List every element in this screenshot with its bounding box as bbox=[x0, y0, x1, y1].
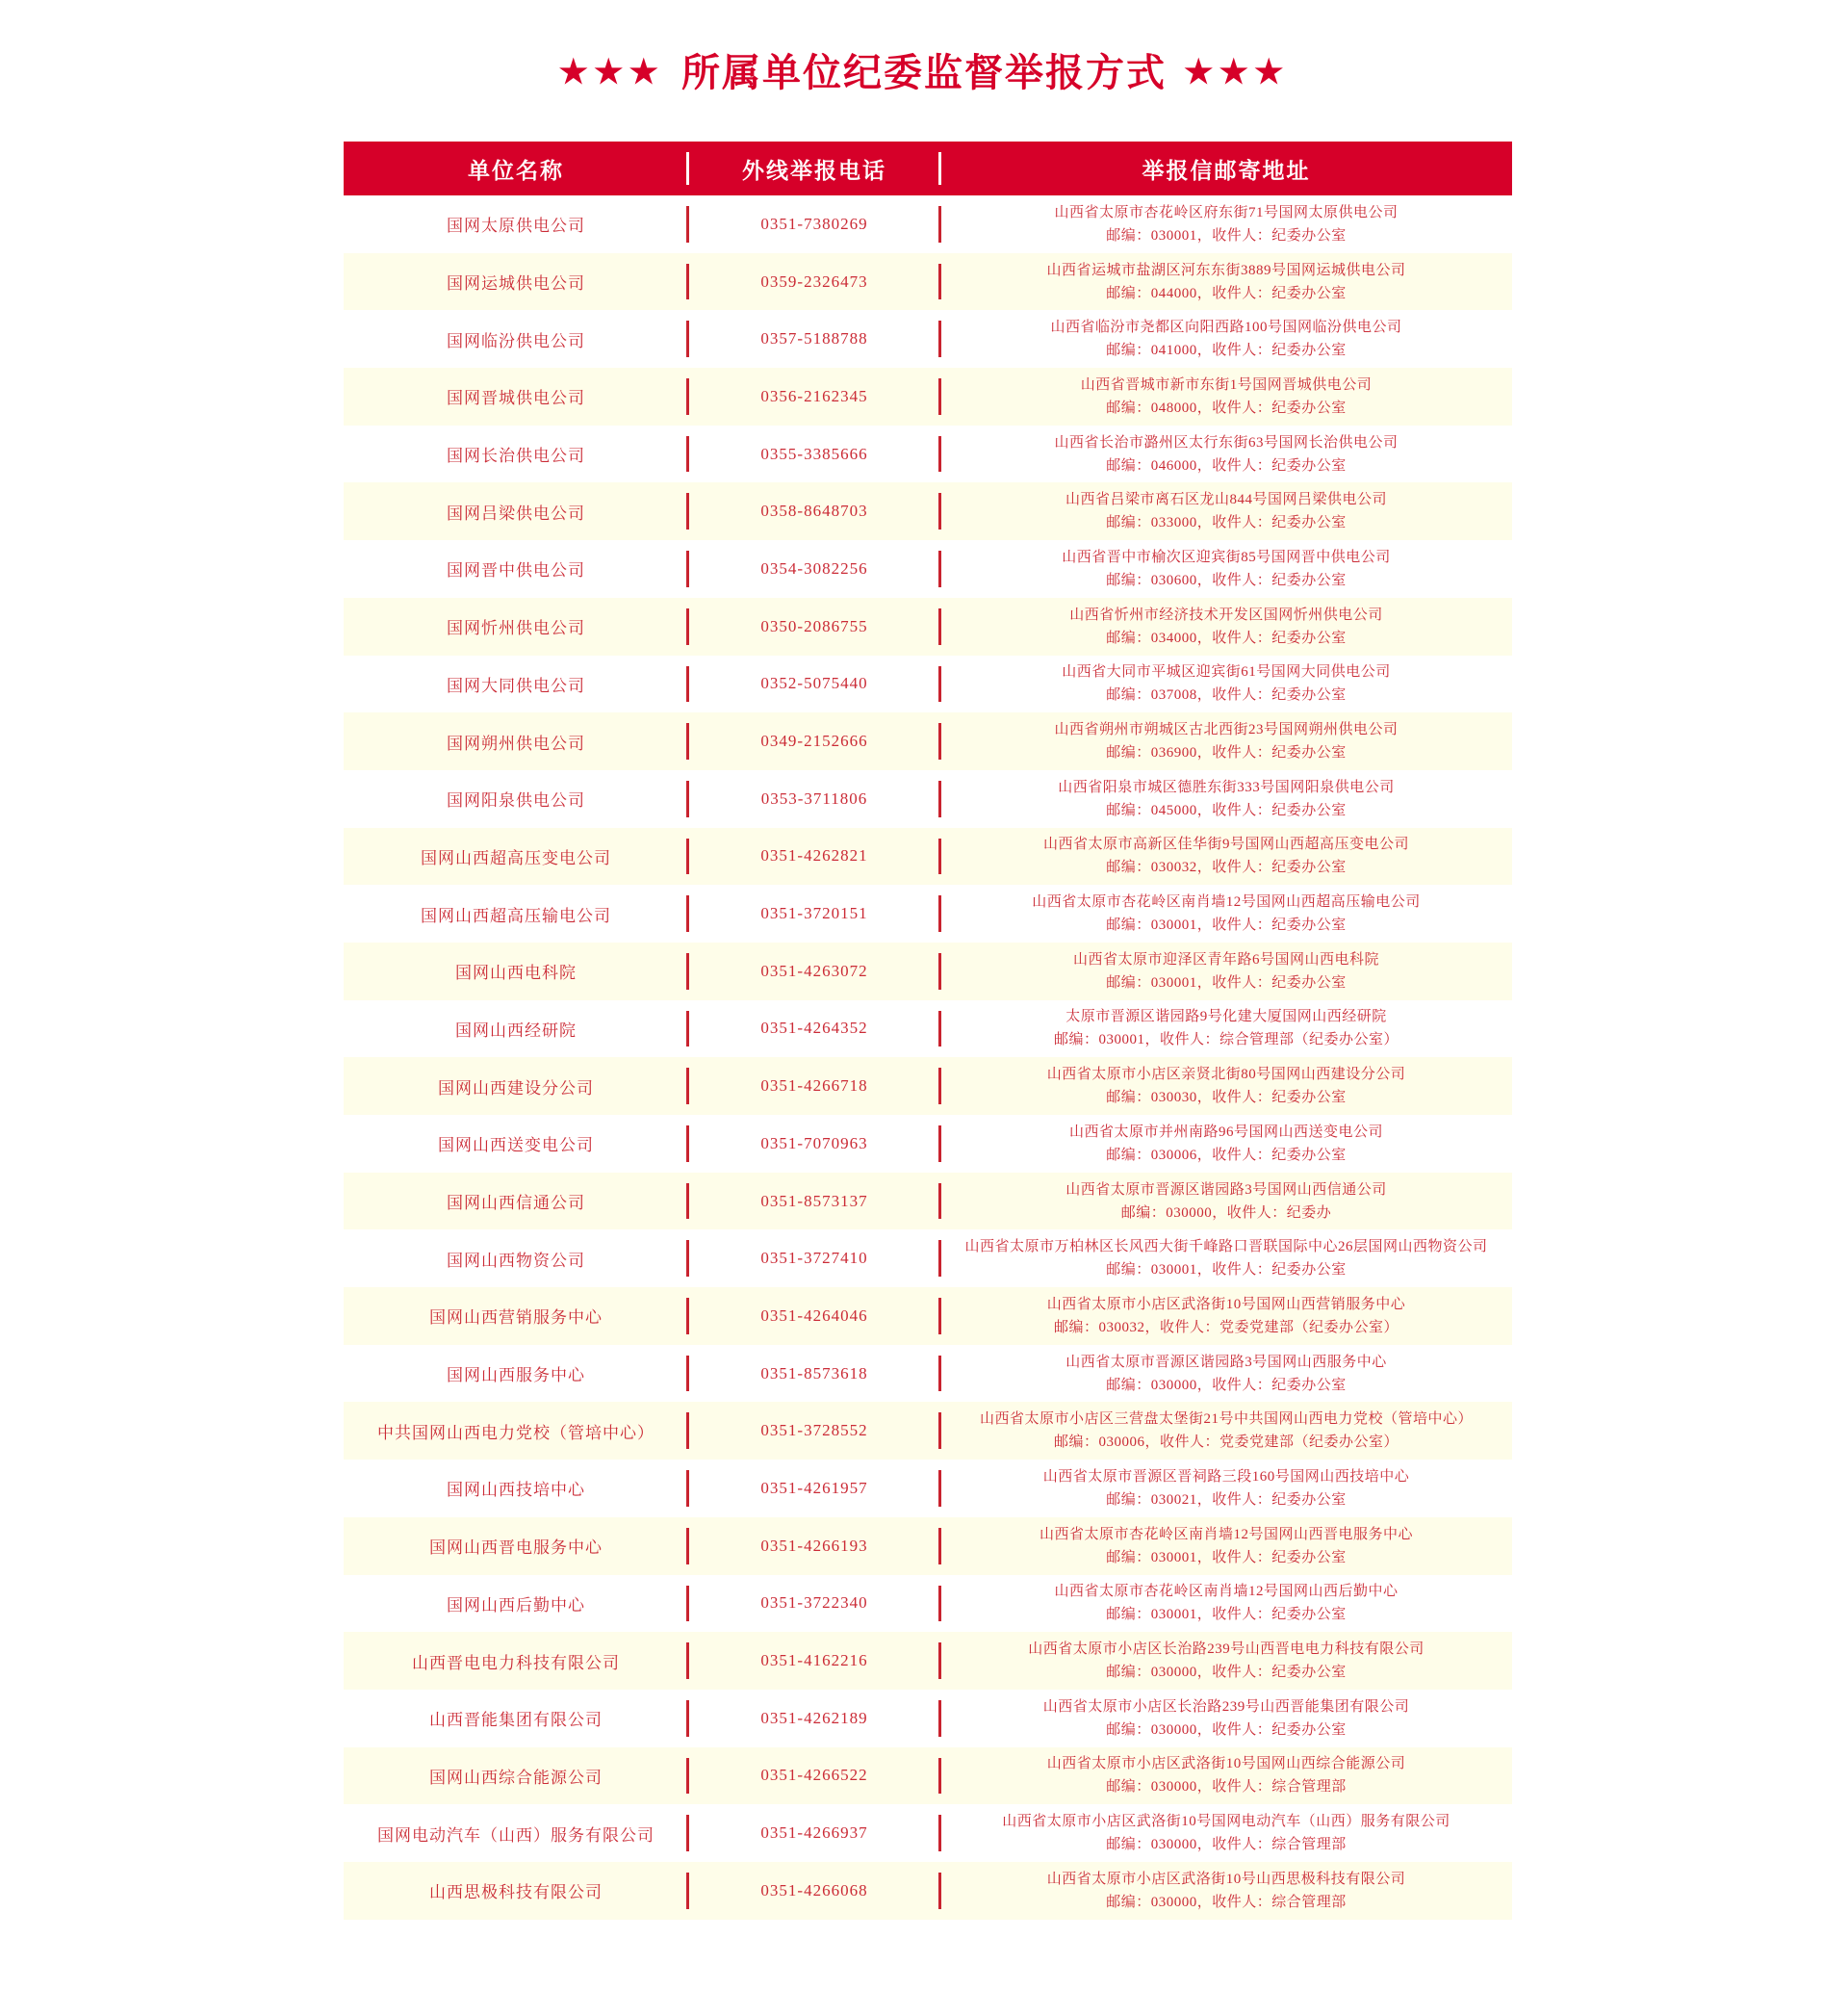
address-line2: 邮编：048000，收件人：纪委办公室 bbox=[1106, 400, 1347, 416]
unit-name-cell bbox=[344, 1287, 688, 1345]
address-line2: 邮编：030001，收件人：纪委办公室 bbox=[1106, 1262, 1347, 1279]
table-row bbox=[344, 1575, 1512, 1633]
address-line1: 山西省太原市小店区武洛街10号国网电动汽车（山西）服务有限公司 bbox=[1002, 1814, 1450, 1830]
address-line1: 山西省晋中市榆次区迎宾街85号国网晋中供电公司 bbox=[1062, 549, 1391, 565]
address-line2: 邮编：030006，收件人：纪委办公室 bbox=[1106, 1147, 1347, 1163]
table-row bbox=[344, 885, 1512, 943]
unit-name-cell bbox=[344, 1690, 688, 1747]
table-row bbox=[344, 656, 1512, 713]
address-line2: 邮编：037008，收件人：纪委办公室 bbox=[1106, 687, 1347, 704]
unit-name: 国网山西技培中心 bbox=[447, 1481, 585, 1500]
unit-name: 国网晋城供电公司 bbox=[447, 389, 585, 408]
address-cell bbox=[940, 712, 1512, 770]
address-cell bbox=[940, 598, 1512, 656]
report-phone-number: 0349-2152666 bbox=[760, 732, 868, 751]
address-line1: 山西省吕梁市离石区龙山844号国网吕梁供电公司 bbox=[1065, 492, 1387, 508]
address-line1: 山西省忻州市经济技术开发区国网忻州供电公司 bbox=[1069, 607, 1383, 623]
report-phone-number: 0358-8648703 bbox=[760, 502, 868, 521]
report-phone-number: 0351-8573618 bbox=[760, 1363, 868, 1383]
table-row bbox=[344, 310, 1512, 368]
phone-cell bbox=[688, 1862, 940, 1920]
address-cell bbox=[940, 1632, 1512, 1690]
report-phone-number: 0354-3082256 bbox=[760, 558, 868, 578]
address-cell bbox=[940, 426, 1512, 483]
report-phone-number: 0350-2086755 bbox=[760, 616, 868, 635]
unit-name-cell bbox=[344, 1000, 688, 1058]
unit-name: 国网山西服务中心 bbox=[447, 1366, 585, 1385]
report-phone-number: 0351-3720151 bbox=[760, 904, 868, 923]
address-line2: 邮编：030001，收件人：综合管理部（纪委办公室） bbox=[1053, 1032, 1399, 1048]
report-phone-number: 0351-4266522 bbox=[760, 1766, 868, 1785]
unit-name: 山西晋能集团有限公司 bbox=[429, 1711, 603, 1730]
table-row bbox=[344, 1115, 1512, 1173]
address-line2: 邮编：030000，收件人：纪委办公室 bbox=[1106, 1665, 1347, 1681]
address-cell bbox=[940, 1173, 1512, 1230]
table-row bbox=[344, 1287, 1512, 1345]
unit-name-cell bbox=[344, 943, 688, 1000]
unit-name-cell bbox=[344, 1747, 688, 1805]
unit-name: 国网山西超高压输电公司 bbox=[421, 906, 611, 925]
phone-cell bbox=[688, 310, 940, 368]
address-line2: 邮编：030000，收件人：综合管理部 bbox=[1106, 1837, 1347, 1853]
unit-name-cell bbox=[344, 1804, 688, 1862]
address-line1: 山西省太原市杏花岭区南肖墙12号国网山西超高压输电公司 bbox=[1032, 894, 1421, 911]
address-line1: 山西省太原市杏花岭区府东街71号国网太原供电公司 bbox=[1054, 204, 1399, 220]
address-cell bbox=[940, 1517, 1512, 1575]
address-cell bbox=[940, 195, 1512, 253]
unit-name-cell bbox=[344, 1115, 688, 1173]
address-line1: 山西省太原市杏花岭区南肖墙12号国网山西后勤中心 bbox=[1054, 1584, 1399, 1600]
table-row bbox=[344, 540, 1512, 598]
address-cell bbox=[940, 368, 1512, 426]
phone-cell bbox=[688, 1460, 940, 1517]
report-phone-number: 0351-3728552 bbox=[760, 1421, 868, 1440]
phone-cell bbox=[688, 1173, 940, 1230]
table-row bbox=[344, 253, 1512, 311]
address-line1: 山西省太原市小店区三营盘太堡街21号中共国网山西电力党校（管培中心） bbox=[979, 1411, 1473, 1428]
address-line1: 山西省太原市小店区亲贤北街80号国网山西建设分公司 bbox=[1046, 1067, 1406, 1083]
unit-name: 国网山西建设分公司 bbox=[438, 1078, 594, 1098]
address-line1: 山西省长治市潞州区太行东街63号国网长治供电公司 bbox=[1054, 434, 1399, 451]
address-cell bbox=[940, 656, 1512, 713]
report-phone-number: 0355-3385666 bbox=[760, 444, 868, 463]
unit-name-cell bbox=[344, 310, 688, 368]
unit-name: 国网山西晋电服务中心 bbox=[429, 1538, 603, 1558]
address-line2: 邮编：046000，收件人：纪委办公室 bbox=[1106, 457, 1347, 474]
address-cell bbox=[940, 828, 1512, 886]
unit-name: 国网晋中供电公司 bbox=[447, 561, 585, 581]
address-line2: 邮编：030600，收件人：纪委办公室 bbox=[1106, 572, 1347, 588]
address-line1: 山西省大同市平城区迎宾街61号国网大同供电公司 bbox=[1062, 664, 1391, 681]
address-line2: 邮编：041000，收件人：纪委办公室 bbox=[1106, 343, 1347, 359]
unit-name: 国网电动汽车（山西）服务有限公司 bbox=[377, 1825, 654, 1845]
unit-name: 山西思极科技有限公司 bbox=[429, 1883, 603, 1902]
phone-cell bbox=[688, 1517, 940, 1575]
report-phone-number: 0351-7380269 bbox=[760, 214, 868, 233]
address-line2: 邮编：030000，收件人：综合管理部 bbox=[1106, 1894, 1347, 1910]
unit-name-cell bbox=[344, 1632, 688, 1690]
address-cell bbox=[940, 1460, 1512, 1517]
phone-cell bbox=[688, 482, 940, 540]
report-phone-number: 0359-2326473 bbox=[760, 271, 868, 291]
address-line1: 山西省太原市晋源区晋祠路三段160号国网山西技培中心 bbox=[1042, 1468, 1410, 1485]
address-cell bbox=[940, 1804, 1512, 1862]
unit-name: 国网山西营销服务中心 bbox=[429, 1308, 603, 1328]
phone-cell bbox=[688, 1804, 940, 1862]
report-phone-number: 0351-4263072 bbox=[760, 961, 868, 980]
table-row bbox=[344, 195, 1512, 253]
unit-name: 国网山西综合能源公司 bbox=[429, 1768, 603, 1787]
phone-cell bbox=[688, 1575, 940, 1633]
table-row bbox=[344, 368, 1512, 426]
address-line2: 邮编：030032，收件人：党委党建部（纪委办公室） bbox=[1053, 1319, 1399, 1335]
table-row bbox=[344, 426, 1512, 483]
report-phone-number: 0352-5075440 bbox=[760, 674, 868, 693]
address-line2: 邮编：045000，收件人：纪委办公室 bbox=[1106, 802, 1347, 818]
phone-cell bbox=[688, 656, 940, 713]
address-line1: 太原市晋源区谐园路9号化建大厦国网山西经研院 bbox=[1065, 1009, 1387, 1025]
table-row bbox=[344, 1229, 1512, 1287]
phone-cell bbox=[688, 195, 940, 253]
table-header-row bbox=[344, 142, 1512, 195]
table-row bbox=[344, 1173, 1512, 1230]
phone-cell bbox=[688, 1115, 940, 1173]
table-row bbox=[344, 482, 1512, 540]
address-cell bbox=[940, 1115, 1512, 1173]
phone-cell bbox=[688, 1402, 940, 1460]
report-phone-number: 0351-8573137 bbox=[760, 1191, 868, 1210]
address-cell bbox=[940, 943, 1512, 1000]
address-cell bbox=[940, 1862, 1512, 1920]
unit-name-cell bbox=[344, 1862, 688, 1920]
address-line2: 邮编：030032，收件人：纪委办公室 bbox=[1106, 860, 1347, 876]
address-cell bbox=[940, 1057, 1512, 1115]
phone-cell bbox=[688, 1229, 940, 1287]
report-phone-number: 0351-3727410 bbox=[760, 1249, 868, 1268]
unit-name: 国网吕梁供电公司 bbox=[447, 504, 585, 523]
address-line2: 邮编：033000，收件人：纪委办公室 bbox=[1106, 515, 1347, 531]
table-row bbox=[344, 712, 1512, 770]
report-phone-number: 0351-4266937 bbox=[760, 1823, 868, 1843]
address-line2: 邮编：030021，收件人：纪委办公室 bbox=[1106, 1491, 1347, 1508]
report-phone-number: 0351-4262821 bbox=[760, 846, 868, 866]
address-line2: 邮编：030001，收件人：纪委办公室 bbox=[1106, 917, 1347, 934]
phone-cell bbox=[688, 1690, 940, 1747]
report-phone-number: 0351-4261957 bbox=[760, 1478, 868, 1497]
phone-cell bbox=[688, 426, 940, 483]
address-line1: 山西省运城市盐湖区河东东街3889号国网运城供电公司 bbox=[1046, 262, 1406, 278]
unit-name: 国网山西物资公司 bbox=[447, 1251, 585, 1270]
report-phone-number: 0353-3711806 bbox=[760, 788, 868, 808]
table-row bbox=[344, 1000, 1512, 1058]
phone-cell bbox=[688, 1287, 940, 1345]
report-phone-number: 0351-4264352 bbox=[760, 1019, 868, 1038]
unit-name-cell bbox=[344, 770, 688, 828]
unit-name: 中共国网山西电力党校（管培中心） bbox=[377, 1423, 654, 1442]
unit-name: 国网大同供电公司 bbox=[447, 676, 585, 695]
report-phone-number: 0351-7070963 bbox=[760, 1133, 868, 1152]
stars-left-icon: ★★★ bbox=[558, 55, 664, 90]
unit-name-cell bbox=[344, 540, 688, 598]
address-line2: 邮编：036900，收件人：纪委办公室 bbox=[1106, 745, 1347, 762]
header-unit-name: 单位名称 bbox=[344, 142, 688, 195]
address-line2: 邮编：030001，收件人：纪委办公室 bbox=[1106, 1607, 1347, 1623]
report-phone-number: 0351-4266068 bbox=[760, 1880, 868, 1900]
unit-name-cell bbox=[344, 1057, 688, 1115]
address-line1: 山西省太原市晋源区谐园路3号国网山西信通公司 bbox=[1065, 1181, 1387, 1198]
report-phone-number: 0356-2162345 bbox=[760, 386, 868, 405]
unit-name: 国网运城供电公司 bbox=[447, 274, 585, 294]
phone-cell bbox=[688, 712, 940, 770]
table-row bbox=[344, 1057, 1512, 1115]
address-line2: 邮编：030000，收件人：纪委办公室 bbox=[1106, 1721, 1347, 1738]
phone-cell bbox=[688, 770, 940, 828]
report-phone-number: 0357-5188788 bbox=[760, 329, 868, 349]
unit-name: 国网临汾供电公司 bbox=[447, 331, 585, 350]
table-row bbox=[344, 1632, 1512, 1690]
unit-name: 国网山西经研院 bbox=[455, 1021, 577, 1040]
address-line1: 山西省太原市杏花岭区南肖墙12号国网山西晋电服务中心 bbox=[1039, 1526, 1413, 1542]
address-line2: 邮编：034000，收件人：纪委办公室 bbox=[1106, 630, 1347, 646]
unit-name: 国网山西信通公司 bbox=[447, 1194, 585, 1213]
table-row bbox=[344, 1345, 1512, 1403]
table-row bbox=[344, 943, 1512, 1000]
table-row bbox=[344, 1862, 1512, 1920]
phone-cell bbox=[688, 598, 940, 656]
address-cell bbox=[940, 1575, 1512, 1633]
table-row bbox=[344, 1402, 1512, 1460]
report-contact-table bbox=[344, 142, 1512, 1920]
address-cell bbox=[940, 253, 1512, 311]
address-cell bbox=[940, 1747, 1512, 1805]
address-line1: 山西省晋城市新市东街1号国网晋城供电公司 bbox=[1080, 376, 1373, 393]
table-row bbox=[344, 770, 1512, 828]
address-line1: 山西省阳泉市城区德胜东街333号国网阳泉供电公司 bbox=[1058, 779, 1395, 795]
phone-cell bbox=[688, 1000, 940, 1058]
address-line1: 山西省太原市迎泽区青年路6号国网山西电科院 bbox=[1072, 951, 1379, 968]
table-row bbox=[344, 1804, 1512, 1862]
address-line1: 山西省太原市小店区武洛街10号国网山西营销服务中心 bbox=[1046, 1296, 1406, 1312]
unit-name: 国网阳泉供电公司 bbox=[447, 791, 585, 811]
report-phone-number: 0351-4162216 bbox=[760, 1651, 868, 1670]
report-phone-number: 0351-3722340 bbox=[760, 1593, 868, 1613]
table-row bbox=[344, 1460, 1512, 1517]
table-body bbox=[344, 195, 1512, 1920]
address-cell bbox=[940, 1000, 1512, 1058]
page-title bbox=[0, 42, 1848, 97]
page-title-text: 所属单位纪委监督举报方式 bbox=[681, 51, 1167, 94]
table-row bbox=[344, 828, 1512, 886]
report-phone-number: 0351-4262189 bbox=[760, 1708, 868, 1727]
address-cell bbox=[940, 1287, 1512, 1345]
address-cell bbox=[940, 1345, 1512, 1403]
address-line2: 邮编：030001，收件人：纪委办公室 bbox=[1106, 974, 1347, 991]
phone-cell bbox=[688, 368, 940, 426]
report-phone-number: 0351-4264046 bbox=[760, 1305, 868, 1325]
address-line1: 山西省太原市小店区武洛街10号山西思极科技有限公司 bbox=[1046, 1871, 1406, 1887]
address-line2: 邮编：030006，收件人：党委党建部（纪委办公室） bbox=[1053, 1434, 1399, 1451]
header-mail-address: 举报信邮寄地址 bbox=[1142, 158, 1311, 183]
address-cell bbox=[940, 540, 1512, 598]
unit-name-cell bbox=[344, 253, 688, 311]
unit-name: 国网太原供电公司 bbox=[447, 217, 585, 236]
unit-name: 山西晋电电力科技有限公司 bbox=[412, 1653, 620, 1672]
address-line2: 邮编：030001，收件人：纪委办公室 bbox=[1106, 227, 1347, 244]
address-line1: 山西省太原市小店区武洛街10号国网山西综合能源公司 bbox=[1046, 1756, 1406, 1772]
address-cell bbox=[940, 310, 1512, 368]
unit-name: 国网山西电科院 bbox=[455, 964, 577, 983]
unit-name-cell bbox=[344, 1345, 688, 1403]
address-line1: 山西省太原市并州南路96号国网山西送变电公司 bbox=[1068, 1124, 1383, 1140]
phone-cell bbox=[688, 1747, 940, 1805]
unit-name-cell bbox=[344, 598, 688, 656]
table-row bbox=[344, 1517, 1512, 1575]
unit-name-cell bbox=[344, 1460, 688, 1517]
phone-cell bbox=[688, 1632, 940, 1690]
address-line1: 山西省太原市高新区佳华街9号国网山西超高压变电公司 bbox=[1042, 837, 1409, 853]
unit-name: 国网山西送变电公司 bbox=[438, 1136, 594, 1155]
address-cell bbox=[940, 1690, 1512, 1747]
unit-name-cell bbox=[344, 656, 688, 713]
address-line1: 山西省太原市万柏林区长风西大街千峰路口晋联国际中心26层国网山西物资公司 bbox=[964, 1239, 1488, 1255]
unit-name: 国网山西后勤中心 bbox=[447, 1595, 585, 1615]
header-report-phone: 外线举报电话 bbox=[688, 142, 940, 195]
unit-name-cell bbox=[344, 368, 688, 426]
address-cell bbox=[940, 770, 1512, 828]
table-row bbox=[344, 598, 1512, 656]
address-line2: 邮编：030030，收件人：纪委办公室 bbox=[1106, 1090, 1347, 1106]
phone-cell bbox=[688, 253, 940, 311]
phone-cell bbox=[688, 828, 940, 886]
unit-name-cell bbox=[344, 426, 688, 483]
unit-name: 国网忻州供电公司 bbox=[447, 619, 585, 638]
address-line2: 邮编：030000，收件人：纪委办 bbox=[1120, 1204, 1332, 1221]
phone-cell bbox=[688, 540, 940, 598]
unit-name-cell bbox=[344, 1517, 688, 1575]
address-line1: 山西省太原市小店区长治路239号山西晋电电力科技有限公司 bbox=[1028, 1641, 1424, 1658]
address-cell bbox=[940, 482, 1512, 540]
unit-name-cell bbox=[344, 482, 688, 540]
address-line2: 邮编：044000，收件人：纪委办公室 bbox=[1106, 285, 1347, 301]
address-cell bbox=[940, 1229, 1512, 1287]
phone-cell bbox=[688, 1057, 940, 1115]
phone-cell bbox=[688, 885, 940, 943]
unit-name-cell bbox=[344, 828, 688, 886]
unit-name-cell bbox=[344, 712, 688, 770]
unit-name-cell bbox=[344, 885, 688, 943]
unit-name-cell bbox=[344, 1575, 688, 1633]
address-cell bbox=[940, 885, 1512, 943]
report-phone-number: 0351-4266193 bbox=[760, 1536, 868, 1555]
table-row bbox=[344, 1747, 1512, 1805]
unit-name-cell bbox=[344, 195, 688, 253]
address-cell bbox=[940, 1402, 1512, 1460]
address-line1: 山西省朔州市朔城区古北西街23号国网朔州供电公司 bbox=[1054, 722, 1399, 738]
address-line2: 邮编：030000，收件人：纪委办公室 bbox=[1106, 1377, 1347, 1393]
address-line2: 邮编：030001，收件人：纪委办公室 bbox=[1106, 1549, 1347, 1565]
unit-name: 国网朔州供电公司 bbox=[447, 734, 585, 753]
unit-name: 国网山西超高压变电公司 bbox=[421, 848, 611, 867]
phone-cell bbox=[688, 943, 940, 1000]
unit-name: 国网长治供电公司 bbox=[447, 447, 585, 466]
phone-cell bbox=[688, 1345, 940, 1403]
unit-name-cell bbox=[344, 1229, 688, 1287]
report-phone-number: 0351-4266718 bbox=[760, 1076, 868, 1096]
unit-name-cell bbox=[344, 1173, 688, 1230]
address-line1: 山西省临汾市尧都区向阳西路100号国网临汾供电公司 bbox=[1050, 320, 1402, 336]
address-line1: 山西省太原市晋源区谐园路3号国网山西服务中心 bbox=[1065, 1354, 1387, 1370]
unit-name-cell bbox=[344, 1402, 688, 1460]
address-line2: 邮编：030000，收件人：综合管理部 bbox=[1106, 1779, 1347, 1796]
table-row bbox=[344, 1690, 1512, 1747]
address-line1: 山西省太原市小店区长治路239号山西晋能集团有限公司 bbox=[1042, 1698, 1410, 1715]
stars-right-icon: ★★★ bbox=[1184, 55, 1290, 90]
